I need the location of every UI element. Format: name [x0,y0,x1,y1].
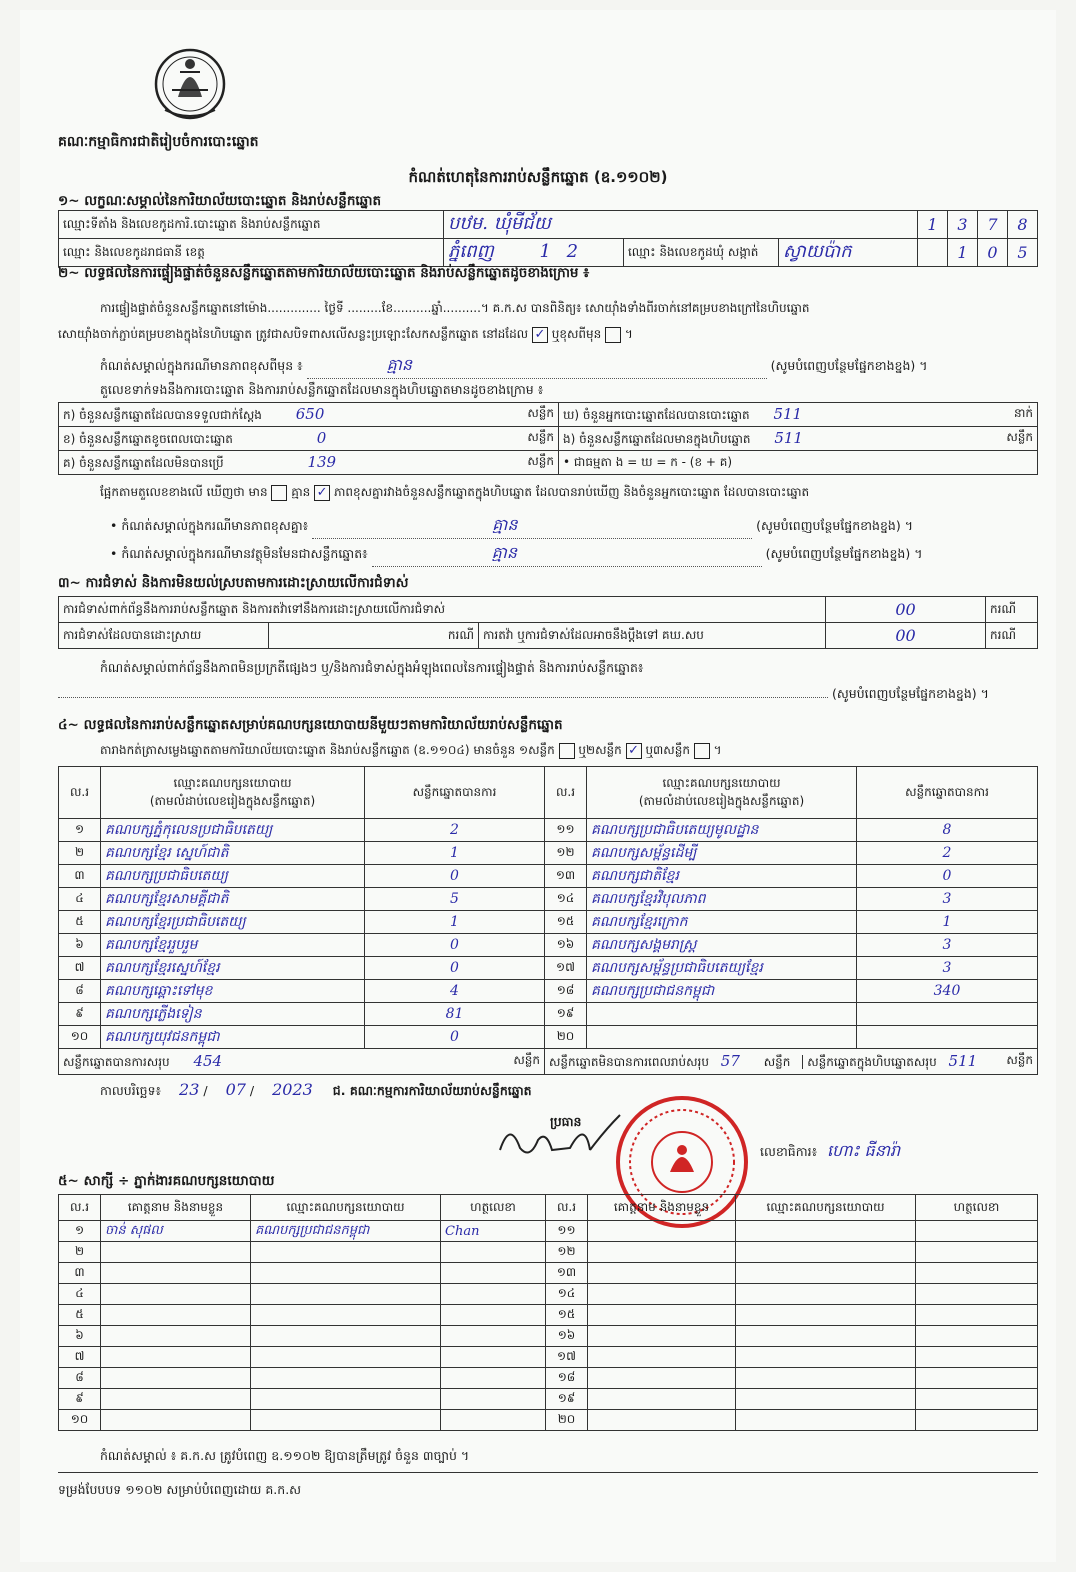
party-votes: 340 [857,980,1038,1003]
witness-name [588,1368,736,1389]
party-name: គណបក្សខ្មែរស្នេហ៍ខ្មែរ [101,957,365,980]
section-4-heading: ៤~ លទ្ធផលនៃការរាប់សន្លឹកឆ្នោតសម្រាប់គណបក្សនយោបាយនីមួយៗតាមការិយាល័យរាប់សន្លឹកឆ្នោត [58,717,563,733]
witness-party [251,1326,441,1347]
witness-party [251,1410,441,1431]
irregularity-fill: (សូមបំពេញបន្ថែមផ្នែកខាងខ្នង) ។ [58,686,989,705]
witness-number: ៤ [59,1284,101,1305]
witness-party [736,1389,916,1410]
witness-signature [441,1305,546,1326]
witness-name [101,1347,251,1368]
witness-party [736,1221,916,1242]
table-row [59,1026,1038,1049]
party-number: ១៧ [545,957,587,980]
witness-party [736,1410,916,1431]
code-digit: 3 [948,211,978,239]
table-row [59,888,1038,911]
party-number: ១៣ [545,865,587,888]
code-digit: 1 [948,239,978,267]
party-number: ១៩ [545,1003,587,1026]
party-votes: 3 [857,957,1038,980]
table-row [59,934,1038,957]
party-name: គណបក្សប្រជាធិបតេយ្យមូលដ្ឋាន [587,819,857,842]
witness-signature [916,1305,1038,1326]
code-digit: 8 [1008,211,1038,239]
witness-name [588,1242,736,1263]
party-votes: 0 [365,934,545,957]
party-name: គណបក្សខ្មែរ ស្នេហ៍ជាតិ [101,842,365,865]
witness-name [588,1263,736,1284]
party-number: ២០ [545,1026,587,1049]
witness-number: ១៧ [546,1347,588,1368]
witness-number: ៧ [59,1347,101,1368]
party-name: គណបក្សប្រជាជនកម្ពុជា [587,980,857,1003]
code-digit: 5 [1008,239,1038,267]
witness-table: ល.រ គោត្តនាម និងនាមខ្លួន ឈ្មោះគណបក្សនយោបាយ ហត្ថលេខា ល.រ គោត្តនាម និងនាមខ្លួន ឈ្មោះគណបក្សនយោបាយ ហត្ថលេខា ១ ចាន់ សុផល គណបក្សប្រជាជនកម្ពុជា Chan ១១ ២ ១២ ៣ ១៣ ៤ ១៤ ៥ ១៥ ៦ ១៦ ៧ ១៧ ៨ ១៨ ៩ ១៩ ១០ ២០ [58,1194,1038,1431]
witness-number: ៦ [59,1326,101,1347]
section-5-heading: ៥~ សាក្សី ÷ ភ្នាក់ងារគណបក្សនយោបាយ [58,1173,275,1189]
party-name: គណបក្សភ្នំកុលេនប្រជាធិបតេយ្យ [101,819,365,842]
party-number: ១០ [59,1026,101,1049]
witness-name [588,1305,736,1326]
party-number: ៩ [59,1003,101,1026]
table-row [59,1410,1038,1431]
form-title: កំណត់ហេតុនៃការរាប់សន្លឹកឆ្នោត (ឧ.១១០២) [408,168,668,186]
witness-number: ១៤ [546,1284,588,1305]
witness-signature [916,1410,1038,1431]
sheet2-checkbox[interactable]: ✓ [626,743,642,759]
witness-number: ៨ [59,1368,101,1389]
sheet1-checkbox[interactable] [559,743,575,759]
witness-party [736,1347,916,1368]
witness-signature [441,1368,546,1389]
party-number: ៤ [59,888,101,911]
witness-party: គណបក្សប្រជាជនកម្ពុជា [251,1221,441,1242]
witness-party [251,1305,441,1326]
party-votes: 1 [365,842,545,865]
party-name: គណបក្សយុវជនកម្ពុជា [101,1026,365,1049]
party-number: ១៨ [545,980,587,1003]
witness-note: កំណត់សម្គាល់ ៖ គ.ក.ស ត្រូវបំពេញ ឧ.១១០២ ឱ្យបានត្រឹមត្រូវ ចំនួន ៣ច្បាប់ ។ [100,1448,470,1463]
verification-text: ការផ្ទៀងផ្ទាត់ចំនួនសន្លឹកឆ្នោតនៅម៉ោង.............. ថ្ងៃទី .........ខែ..........ឆ្នាំ..........។ គ.ក.ស បានពិនិត្យ៖ សោយ៉ាំងទាំងពីរចាក់នៅគម្របខាងក្រៅនៃហិបឆ្នោត [100,301,810,315]
witness-party [736,1305,916,1326]
witness-signature [441,1284,546,1305]
party-name: គណបក្សខ្មែរវិបុលភាព [587,888,857,911]
chair-label: ប្រធាន [550,1114,582,1129]
ballot-figures-table: ក) ចំនួនសន្លឹកឆ្នោតដែលបានទទួលជាក់ស្តែង 650 សន្លឹក ឃ) ចំនួនអ្នកបោះឆ្នោតដែលបានបោះឆ្នោត 511 នាក់ ខ) ចំនួនសន្លឹកឆ្នោតខូចពេលបោះឆ្នោត 0 សន្លឹក ង) ចំនួនសន្លឹកឆ្នោតដែលមានក្នុងហិបឆ្នោត 511 សន្លឹក គ) ចំនួនសន្លឹកឆ្នោតដែលមិនបានប្រើ 139 សន្លឹក • ជាធម្មតា ង = ឃ = ក - (ខ + គ) [58,402,1038,475]
party-name: គណបក្សខ្មែរក្រោក [587,911,857,934]
witness-number: ៥ [59,1305,101,1326]
witness-name [101,1389,251,1410]
witness-signature [441,1347,546,1368]
table-row [59,1263,1038,1284]
witness-number: ១២ [546,1242,588,1263]
unchanged-checkbox[interactable]: ✓ [532,327,548,343]
witness-number: ១៨ [546,1368,588,1389]
witness-number: ១៦ [546,1326,588,1347]
code-digit: 1 [918,211,948,239]
party-number: ៨ [59,980,101,1003]
witness-party [251,1263,441,1284]
province-label: ឈ្មោះ និងលេខកូដរាជធានី ខេត្ត [59,239,444,267]
form-footer: ទម្រង់បែបបទ ១១០២ សម្រាប់បំពេញដោយ គ.ក.ស [58,1482,302,1497]
witness-signature [916,1389,1038,1410]
table-row [59,911,1038,934]
witness-signature [916,1284,1038,1305]
party-votes: 0 [857,865,1038,888]
party-name: គណបក្សភ្លើងទៀន [101,1003,365,1026]
party-votes: 4 [365,980,545,1003]
party-name [587,1026,857,1049]
table-row [59,1242,1038,1263]
party-name: គណបក្សសម្ព័ន្ធដើម្បី [587,842,857,865]
party-number: ១២ [545,842,587,865]
witness-name: ចាន់ សុផល [101,1221,251,1242]
party-votes: 3 [857,888,1038,911]
diff-remark: • កំណត់សម្គាល់ក្នុងករណីមានភាពខុសគ្នា៖ គ្មាន (សូមបំពេញបន្ថែមផ្នែកខាងខ្នង) ។ [110,514,913,539]
valid-total: សន្លឹកឆ្នោតបានការសរុប 454 សន្លឹក [59,1049,545,1075]
organization-name: គណៈកម្មាធិការជាតិរៀបចំការបោះឆ្នោត [58,134,259,150]
party-votes: 2 [857,842,1038,865]
witness-signature [441,1389,546,1410]
witness-name [588,1326,736,1347]
witness-signature [916,1263,1038,1284]
secretary-line: លេខាធិការ៖ ហោះ ធីនារ៉ា [760,1141,901,1160]
witness-name [101,1242,251,1263]
table-row [59,957,1038,980]
section-1-table [58,210,1038,267]
party-name: គណបក្សប្រជាធិបតេយ្យ [101,865,365,888]
location-value: បឋម. ឃុំមីជ័យ [444,211,918,239]
witness-name [588,1389,736,1410]
has-diff-checkbox[interactable] [271,485,287,501]
witness-number: ២០ [546,1410,588,1431]
witness-name [588,1347,736,1368]
table-row [59,842,1038,865]
diff-note: កំណត់សម្គាល់ក្នុងករណីមានភាពខុសពីមុន ៖ គ្មាន (សូមបំពេញបន្ថែមផ្នែកខាងខ្នង) ។ [100,354,927,379]
table-row [59,865,1038,888]
party-votes: 5 [365,888,545,911]
witness-party [736,1284,916,1305]
seal-check-text: សោយ៉ាំងចាក់ភ្ជាប់គម្របខាងក្នុងនៃហិបឆ្នោត ត្រូវជាសបិទពាសលើសន្លះប្រឡោះសែកសន្លឹកឆ្នោត នៅដដែល ✓ ឬខុសពីមុន ។ [58,326,633,342]
witness-party [251,1347,441,1368]
party-name: គណបក្សសម្ព័ន្ធប្រជាធិបតេយ្យខ្មែរ [587,957,857,980]
table-row [59,1305,1038,1326]
party-number: ៧ [59,957,101,980]
figures-intro: តួលេខទាក់ទងនឹងការបោះឆ្នោត និងការរាប់សន្លឹកឆ្នោតដែលមានក្នុងហិបឆ្នោតមានដូចខាងក្រោម ៖ [100,382,544,397]
party-name: គណបក្សឆ្ពោះទៅមុខ [101,980,365,1003]
party-name: គណបក្សខ្មែររួបរួម [101,934,365,957]
party-results-table: ល.រ ឈ្មោះគណបក្សនយោបាយ (តាមលំដាប់លេខរៀងក្នុងសន្លឹកឆ្នោត) សន្លឹកឆ្នោតបានការ ល.រ ឈ្មោះគណបក្សនយោបាយ (តាមលំដាប់លេខរៀងក្នុងសន្លឹកឆ្នោត) សន្លឹកឆ្នោតបានការ ១ គណបក្សភ្នំកុលេនប្រជាធិបតេយ្យ 2 ១១ គណបក្សប្រជាធិបតេយ្យមូលដ្ឋាន 8 ២ គណបក្សខ្មែរ ស្នេហ៍ជាតិ 1 ១២ គណបក្សសម្ព័ន្ធដើម្បី 2 ៣ គណបក្សប្រជាធិបតេយ្យ 0 ១៣ គណបក្សជាតិខ្មែរ 0 ៤ គណបក្សខ្មែរសាមគ្គីជាតិ 5 ១៤ គណបក្សខ្មែរវិបុលភាព 3 ៥ គណបក្សខ្មែរប្រជាធិបតេយ្យ 1 ១៥ គណបក្សខ្មែរក្រោក 1 ៦ គណបក្សខ្មែររួបរួម 0 ១៦ គណបក្សសង្គមរាស្ត្រ 3 ៧ គណបក្សខ្មែរស្នេហ៍ខ្មែរ 0 ១៧ គណបក្សសម្ព័ន្ធប្រជាធិបតេយ្យខ្មែរ 3 ៨ គណបក្សឆ្ពោះទៅមុខ 4 ១៨ គណបក្សប្រជាជនកម្ពុជា 340 ៩ គណបក្សភ្លើងទៀន 81 ១៩ ១០ គណបក្សយុវជនកម្ពុជា 0 ២០ សន្លឹកឆ្នោតបានការសរុប 454 សន្លឹក សន្លឹកឆ្នោតមិនបានការពេលរាប់សរុប 57 សន្លឹក សន្លឹកឆ្នោតក្នុងហិបឆ្នោតសរុប 511 សន្លឹក [58,766,1038,1075]
party-number: ១៥ [545,911,587,934]
party-number: ៥ [59,911,101,934]
witness-party [251,1284,441,1305]
party-name: គណបក្សជាតិខ្មែរ [587,865,857,888]
table-row [59,1284,1038,1305]
complaints-table: ការជំទាស់ពាក់ព័ន្ធនឹងការរាប់សន្លឹកឆ្នោត និងការតវ៉ាទៅនឹងការដោះស្រាយលើការជំទាស់ 00 ករណី ការជំទាស់ដែលបានដោះស្រាយ ករណី ការតវ៉ា ឬការជំទាស់ដែលអាចនឹងប្តឹងទៅ គឃ.សប 00 ករណី [58,596,1038,649]
commune-label: ឈ្មោះ និងលេខកូដឃុំ សង្កាត់ [624,239,779,267]
table-row [59,819,1038,842]
table-row [59,1326,1038,1347]
form-page [20,10,1056,1562]
party-votes: 0 [365,865,545,888]
table-row [59,1389,1038,1410]
witness-name [588,1410,736,1431]
party-number: ១ [59,819,101,842]
invalid-and-box-total: សន្លឹកឆ្នោតមិនបានការពេលរាប់សរុប 57 សន្លឹក សន្លឹកឆ្នោតក្នុងហិបឆ្នោតសរុប 511 សន្លឹក [545,1049,1038,1075]
party-votes: 81 [365,1003,545,1026]
sheet-count-line: តារាងកត់ត្រាសម្លេងឆ្នោតតាមការិយាល័យបោះឆ្នោត និងរាប់សន្លឹកឆ្នោត (ឧ.១១០៤) មានចំនួន ១សន្លឹក ឬ២សន្លឹក ✓ ឬ៣សន្លឹក ។ [100,742,722,758]
witness-name [588,1284,736,1305]
table-row [59,1368,1038,1389]
witness-party [736,1263,916,1284]
no-diff-checkbox[interactable]: ✓ [314,485,330,501]
discrepancy-line: ផ្អែកតាមតួលេខខាងលើ ឃើញថា មាន គ្មាន ✓ ភាពខុសគ្នារវាងចំនួនសន្លឹកឆ្នោតក្នុងហិបឆ្នោត ដែលបានរាប់ឃើញ និងចំនួនអ្នកបោះឆ្នោត ដែលបានបោះឆ្នោត [100,484,810,500]
witness-signature [441,1242,546,1263]
appeal-count: 00 [826,623,986,649]
witness-party [251,1389,441,1410]
witness-name [101,1284,251,1305]
witness-name [101,1305,251,1326]
party-votes: 1 [857,911,1038,934]
witness-number: ១៣ [546,1263,588,1284]
witness-signature [916,1368,1038,1389]
irregularity-note: កំណត់សម្គាល់ពាក់ព័ន្ធនឹងភាពមិនប្រក្រតីផ្សេងៗ ឬ/និងការជំទាស់ក្នុងអំឡុងពេលនៃការផ្ទៀងផ្ទាត់ និងការរាប់សន្លឹកឆ្នោត៖ [100,660,644,675]
party-number: ១៦ [545,934,587,957]
nec-logo-icon [150,42,230,127]
party-number: ១១ [545,819,587,842]
date-line: កាលបរិច្ឆេទ៖ 23 / 07 / 2023 ជ. គណៈកម្មការការិយាល័យរាប់សន្លឹកឆ្នោត [100,1080,532,1099]
party-votes: 3 [857,934,1038,957]
witness-party [736,1326,916,1347]
party-name [587,1003,857,1026]
witness-party [736,1242,916,1263]
witness-party [736,1368,916,1389]
witness-signature [916,1242,1038,1263]
witness-name [588,1221,736,1242]
witness-number: ១១ [546,1221,588,1242]
section-2-heading: ២~ លទ្ធផលនៃការផ្ទៀងផ្ទាត់ចំនួនសន្លឹកឆ្នោតតាមការិយាល័យបោះឆ្នោត និងរាប់សន្លឹកឆ្នោតដូចខាងក្រោម ៖ [58,265,590,281]
section-1-heading: ១~ លក្ខណៈសម្គាល់នៃការិយាល័យបោះឆ្នោត និងរាប់សន្លឹកឆ្នោត [58,193,382,209]
location-label: ឈ្មោះទីតាំង និងលេខកូដការិ.បោះឆ្នោត និងរាប់សន្លឹកឆ្នោត [59,211,444,239]
witness-number: ២ [59,1242,101,1263]
witness-number: ៣ [59,1263,101,1284]
witness-signature [916,1347,1038,1368]
witness-party [251,1242,441,1263]
party-name: គណបក្សខ្មែរសាមគ្គីជាតិ [101,888,365,911]
code-digit: 0 [978,239,1008,267]
party-name: គណបក្សសង្គមរាស្ត្រ [587,934,857,957]
table-row [59,1221,1038,1242]
witness-name [101,1263,251,1284]
changed-checkbox[interactable] [605,327,621,343]
witness-signature [916,1326,1038,1347]
complaint-count: 00 [826,597,986,623]
witness-name [101,1410,251,1431]
table-row [59,980,1038,1003]
witness-name [101,1326,251,1347]
witness-number: ១៥ [546,1305,588,1326]
party-number: ២ [59,842,101,865]
party-votes: 0 [365,957,545,980]
province-value: ភ្នំពេញ 1 2 [444,239,624,267]
witness-signature [441,1410,546,1431]
party-votes [857,1003,1038,1026]
commune-value: ស្វាយប៉ាក [779,239,918,267]
party-number: ៣ [59,865,101,888]
party-number: ៦ [59,934,101,957]
witness-party [251,1368,441,1389]
witness-number: ១៩ [546,1389,588,1410]
table-row [59,1003,1038,1026]
party-name: គណបក្សខ្មែរប្រជាធិបតេយ្យ [101,911,365,934]
party-votes: 1 [365,911,545,934]
witness-signature [441,1326,546,1347]
witness-number: ១ [59,1221,101,1242]
party-votes: 0 [365,1026,545,1049]
witness-name [101,1368,251,1389]
witness-number: ៩ [59,1389,101,1410]
witness-signature: Chan [441,1221,546,1242]
party-votes: 8 [857,819,1038,842]
witness-number: ១០ [59,1410,101,1431]
witness-signature [441,1263,546,1284]
witness-signature [916,1221,1038,1242]
table-row [59,1347,1038,1368]
sheet3-checkbox[interactable] [694,743,710,759]
party-number: ១៤ [545,888,587,911]
party-votes [857,1026,1038,1049]
section-3-heading: ៣~ ការជំទាស់ និងការមិនយល់ស្របតាមការដោះស្រាយលើការជំទាស់ [58,575,409,591]
foreign-object-remark: • កំណត់សម្គាល់ក្នុងករណីមានវត្ថុមិនមែនជាសន្លឹកឆ្នោត៖ គ្មាន (សូមបំពេញបន្ថែមផ្នែកខាងខ្នង) ។ [110,542,922,567]
code-digit: 7 [978,211,1008,239]
party-votes: 2 [365,819,545,842]
